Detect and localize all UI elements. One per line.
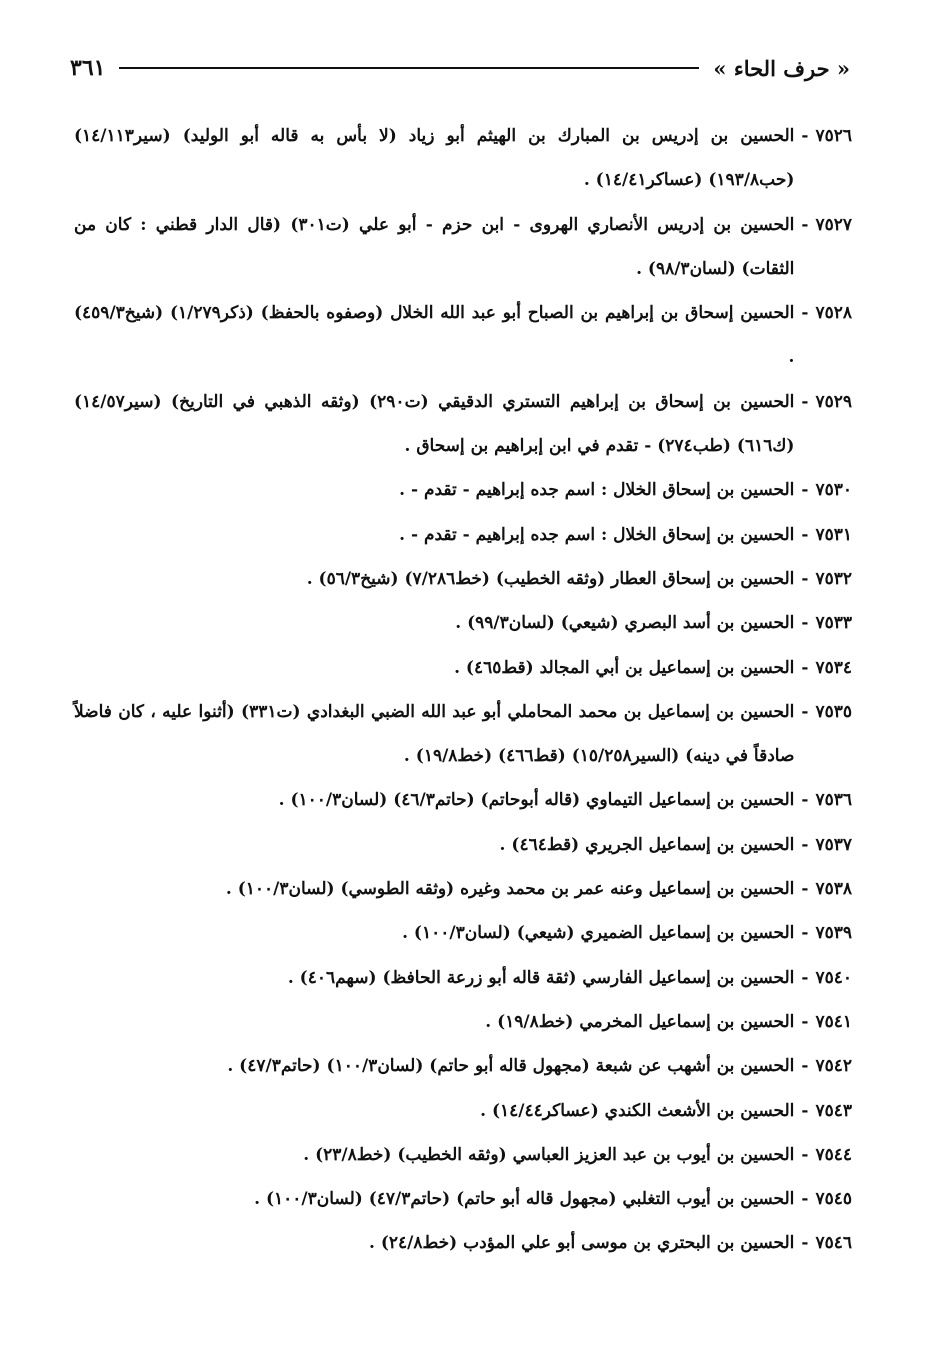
entry-dash: - xyxy=(801,701,809,722)
entry-number: ٧٥٤٤ xyxy=(815,1144,852,1165)
entry-number: ٧٥٤٥ xyxy=(815,1189,852,1210)
header-rule xyxy=(119,67,699,69)
entry-number: ٧٥٣٢ xyxy=(815,568,852,589)
entry-row xyxy=(74,380,852,469)
entry-row xyxy=(74,291,852,380)
entry-row xyxy=(74,1133,852,1177)
entry-row xyxy=(74,557,852,601)
entry-dash: - xyxy=(801,613,809,634)
entry-number: ٧٥٤١ xyxy=(815,1011,852,1032)
entry-number: ٧٥٤٦ xyxy=(815,1233,852,1254)
entry-dash: - xyxy=(801,1011,809,1032)
entry-dash: - xyxy=(801,214,809,235)
entry-row xyxy=(74,1044,852,1088)
entry-row xyxy=(74,1221,852,1265)
entry-text: الحسين بن إسماعيل بن محمد المحاملي أبو عبد الله الضبي البغدادي (ت٣٣١) (أثنوا عليه ، كان فاضلاً صادقاً في دينه) (السير١٥/٢٥٨) (قط٤٦٦) (خط١٩/٨) . xyxy=(74,701,795,767)
entry-text: الحسين بن إسماعيل الضميري (شيعي) (لسان١٠٠/٣) . xyxy=(402,923,795,944)
entry-row xyxy=(74,114,852,203)
entry-dash: - xyxy=(801,923,809,944)
entry-row xyxy=(74,1000,852,1044)
entry-row xyxy=(74,867,852,911)
entry-text: الحسين بن إسماعيل وعنه عمر بن محمد وغيره (وثقه الطوسي) (لسان١٠٠/٣) . xyxy=(225,879,795,900)
entry-dash: - xyxy=(801,1144,809,1165)
entry-row xyxy=(74,690,852,779)
entry-number: ٧٥٤٢ xyxy=(815,1056,852,1077)
entry-row xyxy=(74,646,852,690)
entry-number: ٧٥٢٧ xyxy=(815,214,852,235)
entry-dash: - xyxy=(801,1056,809,1077)
running-title: « حرف الحاء » xyxy=(713,55,850,81)
entry-text: الحسين بن أسد البصري (شيعي) (لسان٩٩/٣) . xyxy=(455,613,795,634)
entry-number: ٧٥٣٣ xyxy=(815,613,852,634)
entry-dash: - xyxy=(801,303,809,324)
entry-text: الحسين بن إدريس الأنصاري الهروى - ابن حزم - أبو علي (ت٣٠١) (قال الدار قطني : كان من الثقات) (لسان٩٨/٣) . xyxy=(74,214,795,279)
entry-number: ٧٥٣٦ xyxy=(815,790,852,811)
entry-text: الحسين بن إسماعيل التيماوي (قاله أبوحاتم) (حاتم٤٦/٣) (لسان١٠٠/٣) . xyxy=(278,790,795,811)
entry-dash: - xyxy=(801,657,809,678)
entry-text: الحسين بن البحتري بن موسى أبو علي المؤدب (خط٢٤/٨) . xyxy=(369,1233,795,1254)
entry-text: الحسين بن إسماعيل الفارسي (ثقة قاله أبو زرعة الحافظ) (سهم٤٠٦) . xyxy=(287,967,795,988)
entry-text: الحسين بن إسحاق الخلال : اسم جده إبراهيم - تقدم - . xyxy=(399,524,795,545)
entry-dash: - xyxy=(801,1233,809,1254)
entry-dash: - xyxy=(801,1189,809,1210)
entry-row xyxy=(74,911,852,955)
entry-row xyxy=(74,601,852,645)
entries-list xyxy=(74,114,852,1266)
entry-text: الحسين بن إسماعيل بن أبي المجالد (قط٤٦٥) . xyxy=(454,657,795,678)
entry-row xyxy=(74,823,852,867)
entry-dash: - xyxy=(801,879,809,900)
entry-row xyxy=(74,513,852,557)
entry-number: ٧٥٣٩ xyxy=(815,923,852,944)
entry-number: ٧٥٢٦ xyxy=(815,126,852,146)
entry-dash: - xyxy=(801,790,809,811)
page-header xyxy=(70,48,850,88)
entry-row xyxy=(74,956,852,1000)
entry-number: ٧٥٢٩ xyxy=(815,391,852,412)
entry-text: الحسين بن إسماعيل الجريري (قط٤٦٤) . xyxy=(499,834,795,855)
entry-row xyxy=(74,468,852,512)
entry-text: الحسين بن أيوب بن عبد العزيز العباسي (وثقه الخطيب) (خط٢٣/٨) . xyxy=(303,1144,795,1165)
entry-text: الحسين بن إسحاق العطار (وثقه الخطيب) (خط٧/٢٨٦) (شيخ٥٦/٣) . xyxy=(306,568,795,589)
entry-dash: - xyxy=(801,126,809,146)
entry-text: الحسين بن إسماعيل المخرمي (خط١٩/٨) . xyxy=(485,1011,795,1032)
page-number: ٣٦١ xyxy=(70,55,106,81)
entry-number: ٧٥٣٧ xyxy=(815,834,852,855)
entry-row xyxy=(74,203,852,292)
entry-text: الحسين بن أشهب عن شبعة (مجهول قاله أبو حاتم) (لسان١٠٠/٣) (حاتم٤٧/٣) . xyxy=(227,1056,795,1077)
entry-row xyxy=(74,1177,852,1221)
entry-text: الحسين بن أيوب التغلبي (مجهول قاله أبو حاتم) (حاتم٤٧/٣) (لسان١٠٠/٣) . xyxy=(254,1189,795,1210)
entry-number: ٧٥٤٠ xyxy=(815,967,852,988)
entry-text: الحسين بن إسحاق الخلال : اسم جده إبراهيم - تقدم - . xyxy=(399,480,795,501)
entry-dash: - xyxy=(801,524,809,545)
entry-text: الحسين بن إدريس بن المبارك بن الهيثم أبو زياد (لا بأس به قاله أبو الوليد) (سير١٤/١١٣) (حب١٩٣/٨) (عساكر١٤/٤١) . xyxy=(74,126,795,191)
entry-number: ٧٥٣٥ xyxy=(815,701,852,722)
entry-dash: - xyxy=(801,1100,809,1121)
entry-text: الحسين بن الأشعث الكندي (عساكر١٤/٤٤) . xyxy=(480,1100,795,1121)
entry-number: ٧٥٢٨ xyxy=(815,303,852,324)
entry-text: الحسين إسحاق بن إبراهيم بن الصباح أبو عبد الله الخلال (وصفوه بالحفظ) (ذكر١/٢٧٩) (شيخ٤٥٩/٣) . xyxy=(74,303,795,368)
entry-number: ٧٥٣٠ xyxy=(815,480,852,501)
entry-row xyxy=(74,778,852,822)
entry-number: ٧٥٣١ xyxy=(815,524,852,545)
entry-number: ٧٥٤٣ xyxy=(815,1100,852,1121)
entry-number: ٧٥٣٨ xyxy=(815,879,852,900)
entry-dash: - xyxy=(801,391,809,412)
entry-text: الحسين بن إسحاق بن إبراهيم التستري الدقيقي (ت٢٩٠) (وثقه الذهبي في التاريخ) (سير١٤/٥٧) (ك٦١٦) (طب٢٧٤) - تقدم في ابن إبراهيم بن إسحاق . xyxy=(74,391,795,457)
entry-number: ٧٥٣٤ xyxy=(815,657,852,678)
entry-dash: - xyxy=(801,480,809,501)
entry-row xyxy=(74,1089,852,1133)
entry-dash: - xyxy=(801,967,809,988)
entry-dash: - xyxy=(801,834,809,855)
entry-dash: - xyxy=(801,568,809,589)
